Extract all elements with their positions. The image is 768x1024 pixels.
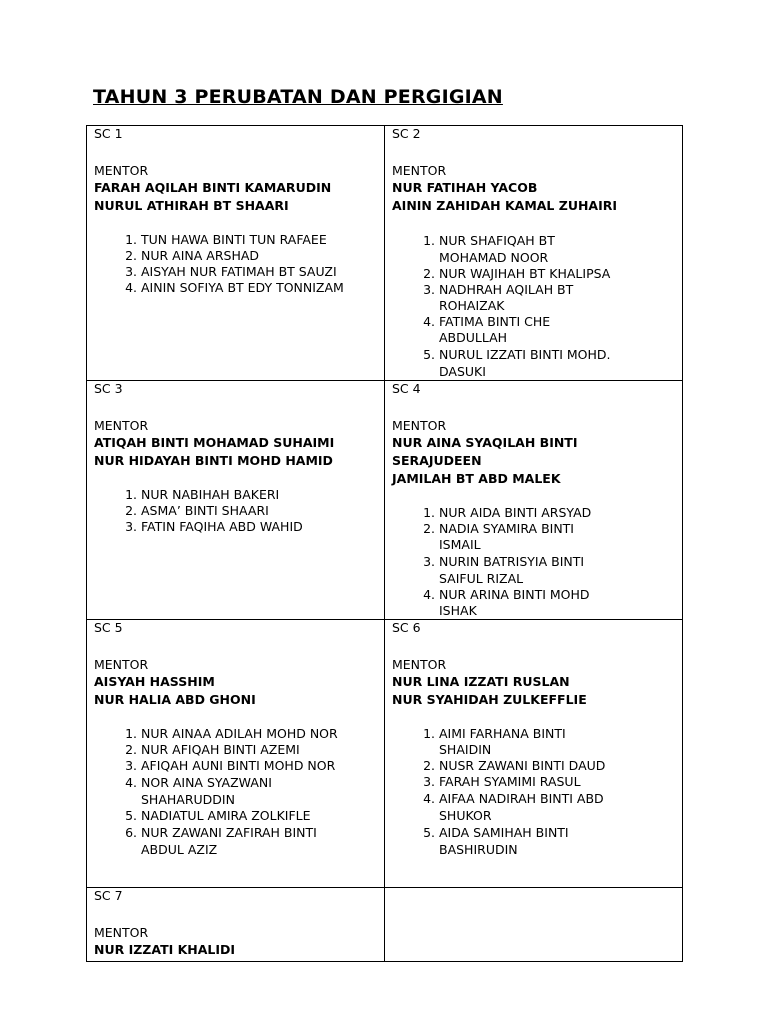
table-row: [87, 888, 683, 962]
groups-table: [86, 125, 683, 962]
group-name: SC 5: [94, 620, 123, 635]
group-cell-sc3: [87, 381, 385, 620]
mentor-name: NUR HALIA ABD GHONI: [94, 692, 256, 707]
list-item: 1. NUR NABIHAH BAKERI: [141, 487, 378, 503]
mentor-label: MENTOR: [94, 163, 149, 178]
list-item: 2. ASMA’ BINTI SHAARI: [141, 503, 378, 519]
member-list: [94, 487, 378, 535]
mentor-name: AININ ZAHIDAH KAMAL ZUHAIRI: [392, 198, 618, 213]
mentor-label: MENTOR: [94, 925, 149, 940]
list-item: 1. TUN HAWA BINTI TUN RAFAEE: [141, 232, 378, 248]
list-item: 2. NUR WAJIHAH BT KHALIPSA: [439, 266, 616, 282]
table-row: [87, 381, 683, 620]
group-cell-sc1: [87, 126, 385, 381]
list-item: 3. AISYAH NUR FATIMAH BT SAUZI: [141, 264, 378, 280]
mentor-label: MENTOR: [392, 163, 447, 178]
group-name: SC 7: [94, 888, 123, 903]
mentor-name: NUR IZZATI KHALIDI: [94, 942, 236, 957]
mentor-name: NURUL ATHIRAH BT SHAARI: [94, 198, 289, 213]
list-item: 2. NADIA SYAMIRA BINTI ISMAIL: [439, 521, 616, 553]
group-cell-sc5: [87, 620, 385, 888]
list-item: 5. NADIATUL AMIRA ZOLKIFLE: [141, 808, 358, 824]
list-item: 3. NADHRAH AQILAH BT ROHAIZAK: [439, 282, 616, 314]
member-list: [94, 232, 378, 296]
mentor-name: NUR LINA IZZATI RUSLAN: [392, 674, 570, 689]
mentor-name: NUR HIDAYAH BINTI MOHD HAMID: [94, 453, 333, 468]
mentor-name: NUR AINA SYAQILAH BINTI SERAJUDEEN: [392, 435, 578, 468]
mentor-name: ATIQAH BINTI MOHAMAD SUHAIMI: [94, 435, 335, 450]
list-item: 4. NUR ARINA BINTI MOHD ISHAK: [439, 587, 616, 619]
list-item: 3. FARAH SYAMIMI RASUL: [439, 774, 621, 790]
mentor-name: JAMILAH BT ABD MALEK: [392, 471, 561, 486]
list-item: 1. AIMI FARHANA BINTI SHAIDIN: [439, 726, 621, 758]
list-item: 2. NUSR ZAWANI BINTI DAUD: [439, 758, 621, 774]
group-cell-sc6: [385, 620, 683, 888]
list-item: 3. FATIN FAQIHA ABD WAHID: [141, 519, 378, 535]
list-item: 5. AIDA SAMIHAH BINTI BASHIRUDIN: [439, 824, 621, 858]
mentor-label: MENTOR: [392, 657, 447, 672]
group-cell-sc4: [385, 381, 683, 620]
list-item: 1. NUR AIDA BINTI ARSYAD: [439, 505, 616, 521]
group-name: SC 2: [392, 126, 421, 141]
group-name: SC 6: [392, 620, 421, 635]
member-list: [392, 505, 676, 619]
list-item: 5. NURUL IZZATI BINTI MOHD. DASUKI: [439, 346, 616, 380]
group-name: SC 3: [94, 381, 123, 396]
list-item: 3. AFIQAH AUNI BINTI MOHD NOR: [141, 758, 358, 774]
list-item: 4. NOR AINA SYAZWANI SHAHARUDDIN: [141, 774, 358, 808]
list-item: 6. NUR ZAWANI ZAFIRAH BINTI ABDUL AZIZ: [141, 824, 358, 858]
mentor-name: NUR SYAHIDAH ZULKEFFLIE: [392, 692, 587, 707]
document-title: TAHUN 3 PERUBATAN DAN PERGIGIAN: [93, 86, 503, 108]
list-item: 4. AININ SOFIYA BT EDY TONNIZAM: [141, 280, 378, 296]
mentor-label: MENTOR: [94, 418, 149, 433]
list-item: 1. NUR SHAFIQAH BT MOHAMAD NOOR: [439, 232, 616, 266]
group-cell-sc7: [87, 888, 385, 962]
group-name: SC 4: [392, 381, 421, 396]
empty-cell: [385, 888, 683, 962]
list-item: 4. AIFAA NADIRAH BINTI ABD SHUKOR: [439, 790, 621, 824]
table-row: [87, 620, 683, 888]
list-item: 4. FATIMA BINTI CHE ABDULLAH: [439, 314, 616, 346]
list-item: 1. NUR AINAA ADILAH MOHD NOR: [141, 726, 358, 742]
table-row: [87, 126, 683, 381]
member-list: [392, 726, 676, 858]
member-list: [392, 232, 676, 380]
mentor-name: FARAH AQILAH BINTI KAMARUDIN: [94, 180, 332, 195]
mentor-name: AISYAH HASSHIM: [94, 674, 215, 689]
mentor-label: MENTOR: [94, 657, 149, 672]
mentor-name: NUR FATIHAH YACOB: [392, 180, 538, 195]
member-list: [94, 726, 378, 858]
group-name: SC 1: [94, 126, 123, 141]
group-cell-sc2: [385, 126, 683, 381]
mentor-label: MENTOR: [392, 418, 447, 433]
list-item: 2. NUR AINA ARSHAD: [141, 248, 378, 264]
list-item: 3. NURIN BATRISYIA BINTI SAIFUL RIZAL: [439, 553, 616, 587]
list-item: 2. NUR AFIQAH BINTI AZEMI: [141, 742, 358, 758]
